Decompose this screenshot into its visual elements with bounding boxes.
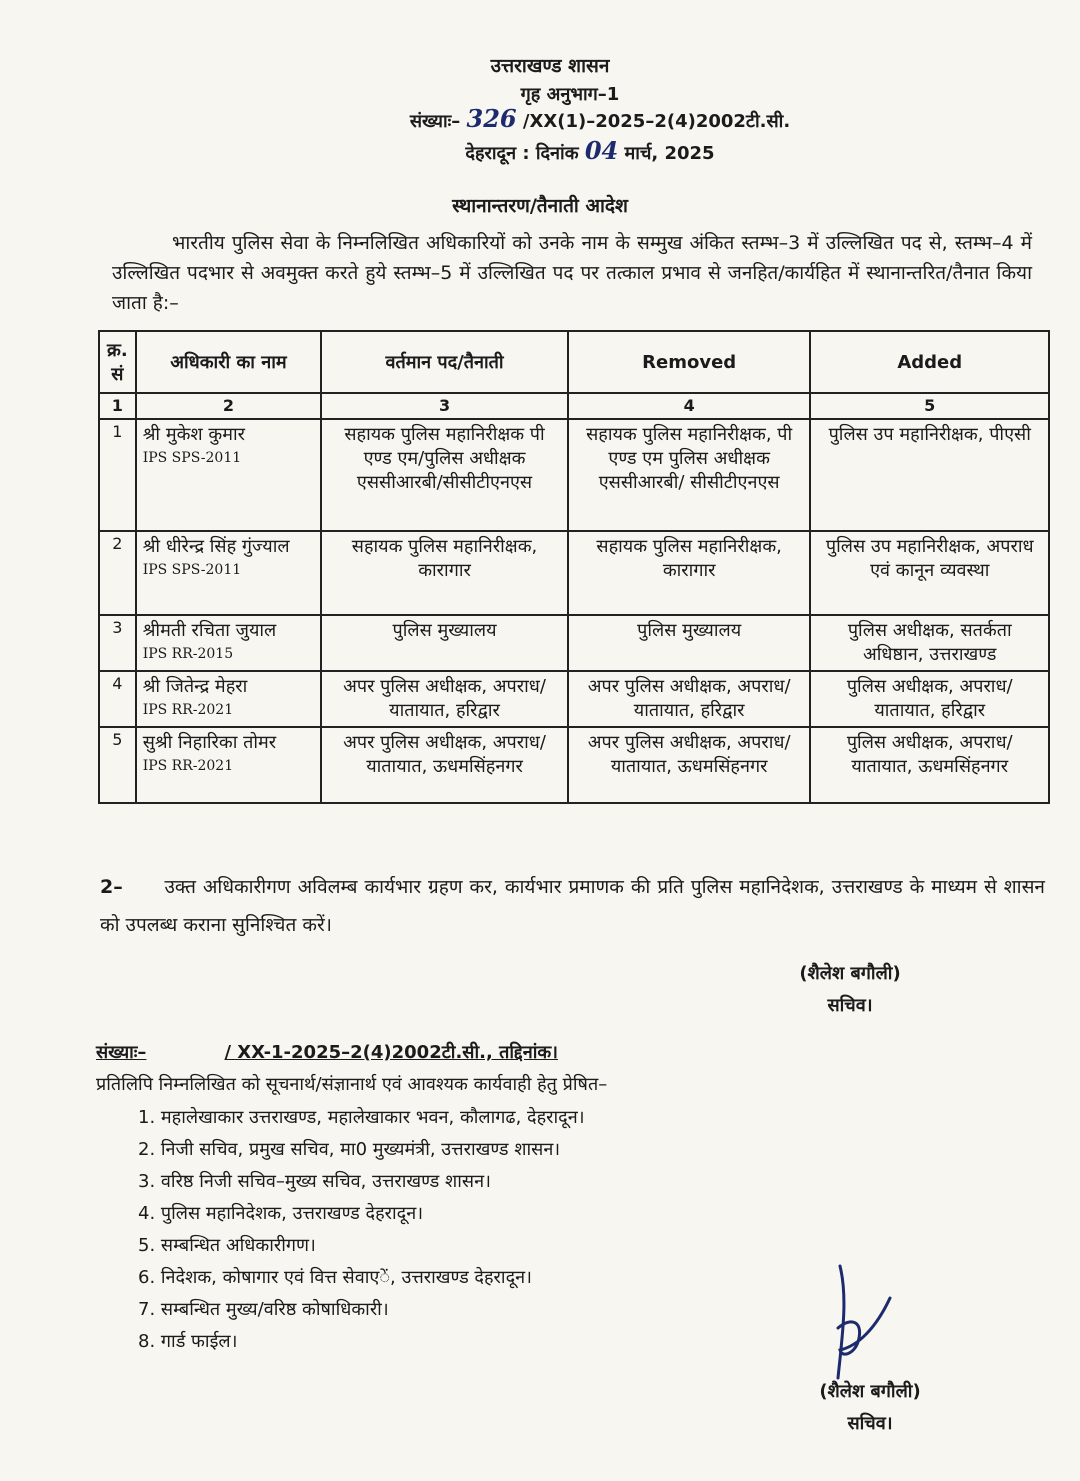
ref-suffix: /XX(1)–2025–2(4)2002टी.सी. [522, 111, 791, 132]
officer-service: IPS RR-2021 [142, 702, 234, 718]
list-item: 2. निजी सचिव, प्रमुख सचिव, मा0 मुख्यमंत्री, उत्तराखण्ड शासन। [138, 1139, 561, 1160]
serial-cell: 2 [99, 531, 136, 615]
date-day-handwritten: 04 [584, 136, 619, 165]
added-cell: पुलिस उप महानिरीक्षक, अपराध एवं कानून व्यवस्था [810, 531, 1049, 615]
serial-cell: 5 [99, 727, 136, 803]
officer-service: IPS RR-2021 [142, 758, 234, 774]
officer-service: IPS SPS-2011 [142, 562, 242, 578]
list-item: 4. पुलिस महानिदेशक, उत्तराखण्ड देहरादून। [138, 1203, 424, 1224]
current-post-cell: पुलिस मुख्यालय [321, 615, 568, 671]
officer-cell [136, 419, 322, 531]
officer-service: IPS SPS-2011 [142, 450, 242, 466]
current-post-cell: सहायक पुलिस महानिरीक्षक पी एण्ड एम/पुलिस अधीक्षक एससीआरबी/सीसीटीएनएस [321, 419, 568, 531]
added-cell: पुलिस अधीक्षक, अपराध/ यातायात, ऊधमसिंहनगर [810, 727, 1049, 803]
date-prefix: देहरादून : दिनांक [465, 143, 579, 164]
column-number: 3 [321, 393, 568, 419]
officer-name: श्री जितेन्द्र मेहरा [142, 676, 248, 697]
intro-paragraph [112, 228, 1032, 318]
table-row [99, 615, 1049, 671]
serial-cell: 3 [99, 615, 136, 671]
column-number-row [99, 393, 1049, 419]
added-cell: पुलिस उप महानिरीक्षक, पीएसी [810, 419, 1049, 531]
column-number: 2 [136, 393, 322, 419]
current-post-cell: सहायक पुलिस महानिरीक्षक, कारागार [321, 531, 568, 615]
serial-cell: 1 [99, 419, 136, 531]
removed-cell: अपर पुलिस अधीक्षक, अपराध/यातायात, ऊधमसिंहनगर [568, 727, 811, 803]
copy-ref-suffix: / XX-1-2025–2(4)2002टी.सी., तद्दिनांक। [224, 1042, 559, 1063]
officer-service: IPS RR-2015 [142, 646, 234, 662]
table-row [99, 671, 1049, 727]
header-added: Added [810, 331, 1049, 393]
removed-cell: सहायक पुलिस महानिरीक्षक, पी एण्ड एम पुलिस अधीक्षक एससीआरबी/ सीसीटीएनएस [568, 419, 811, 531]
issue-date [50, 136, 1080, 165]
header-serial: क्र. सं [99, 331, 136, 393]
current-post-cell: अपर पुलिस अधीक्षक, अपराध/यातायात, हरिद्वार [321, 671, 568, 727]
current-post-cell: अपर पुलिस अधीक्षक, अपराध/यातायात, ऊधमसिंहनगर [321, 727, 568, 803]
officer-name: सुश्री निहारिका तोमर [142, 732, 277, 753]
transfer-table [98, 330, 1050, 804]
column-number: 5 [810, 393, 1049, 419]
list-item: 6. निदेशक, कोषागार एवं वित्त सेवाएें, उत्तराखण्ड देहरादून। [138, 1267, 532, 1288]
signature-block-copy [760, 1376, 980, 1440]
list-item: 3. वरिष्ठ निजी सचिव–मुख्य सचिव, उत्तराखण्ड शासन। [138, 1171, 491, 1192]
header-removed: Removed [568, 331, 811, 393]
table-row [99, 531, 1049, 615]
copy-ref-prefix: संख्याः– [96, 1042, 147, 1063]
removed-cell: पुलिस मुख्यालय [568, 615, 811, 671]
removed-cell: अपर पुलिस अधीक्षक, अपराध/यातायात, हरिद्वार [568, 671, 811, 727]
table-row [99, 727, 1049, 803]
note-number: 2– [100, 876, 123, 898]
copy-recipient-list [138, 1102, 838, 1358]
officer-name: श्री धीरेन्द्र सिंह गुंज्याल [142, 536, 290, 557]
copy-reference [96, 1040, 1036, 1064]
signature-block [740, 958, 960, 1022]
list-item: 8. गार्ड फाईल। [138, 1331, 238, 1352]
list-item: 5. सम्बन्धित अधिकारीगण। [138, 1235, 316, 1256]
officer-cell [136, 531, 322, 615]
header-current-post: वर्तमान पद/तैनाती [321, 331, 568, 393]
order-title: स्थानान्तरण/तैनाती आदेश [452, 195, 628, 217]
note-paragraph [100, 868, 1045, 944]
signatory-designation: सचिव। [827, 995, 873, 1016]
officer-cell [136, 671, 322, 727]
copy-intro: प्रतिलिपि निम्नलिखित को सूचनार्थ/संज्ञानार्थ एवं आवश्यक कार्यवाही हेतु प्रेषित– [96, 1074, 608, 1095]
removed-cell: सहायक पुलिस महानिरीक्षक, कारागार [568, 531, 811, 615]
signatory-name: (शैलेश बगौली) [799, 963, 901, 984]
ref-number-handwritten: 326 [466, 104, 517, 133]
table-row [99, 419, 1049, 531]
signatory-name: (शैलेश बगौली) [819, 1381, 921, 1402]
header-officer-name: अधिकारी का नाम [136, 331, 322, 393]
added-cell: पुलिस अधीक्षक, अपराध/ यातायात, हरिद्वार [810, 671, 1049, 727]
date-suffix: मार्च, 2025 [624, 143, 715, 164]
govt-heading: उत्तराखण्ड शासन [490, 55, 610, 77]
column-number: 4 [568, 393, 811, 419]
reference-number [60, 104, 1080, 133]
note-text: उक्त अधिकारीगण अविलम्ब कार्यभार ग्रहण कर, कार्यभार प्रमाणक की प्रति पुलिस महानिदेशक, उत्तराखण्ड के माध्यम से शासन को उपलब्ध कराना सुनिश्चित करें। [100, 876, 1045, 936]
column-number: 1 [99, 393, 136, 419]
officer-cell [136, 615, 322, 671]
ref-prefix: संख्याः– [409, 111, 461, 132]
list-item: 1. महालेखाकार उत्तराखण्ड, महालेखाकार भवन, कौलागढ, देहरादून। [138, 1107, 585, 1128]
list-item: 7. सम्बन्धित मुख्य/वरिष्ठ कोषाधिकारी। [138, 1299, 389, 1320]
signatory-designation: सचिव। [847, 1413, 893, 1434]
intro-text: भारतीय पुलिस सेवा के निम्नलिखित अधिकारियों को उनके नाम के सम्मुख अंकित स्तम्भ–3 में उल्लिखित पद से, स्तम्भ–4 में उल्लिखित पदभार से अवमुक्त करते हुये स्तम्भ–5 में उल्लिखित पद पर तत्काल प्रभाव से जनहित/कार्यहित में स्थानान्तरित/तैनात किया जाता है:– [112, 232, 1032, 314]
department-heading: गृह अनुभाग–1 [520, 84, 620, 105]
table-header-row [99, 331, 1049, 393]
officer-name: श्री मुकेश कुमार [142, 424, 245, 445]
serial-cell: 4 [99, 671, 136, 727]
added-cell: पुलिस अधीक्षक, सतर्कता अधिष्ठान, उत्तराखण्ड [810, 615, 1049, 671]
officer-name: श्रीमती रचिता जुयाल [142, 620, 277, 641]
officer-cell [136, 727, 322, 803]
